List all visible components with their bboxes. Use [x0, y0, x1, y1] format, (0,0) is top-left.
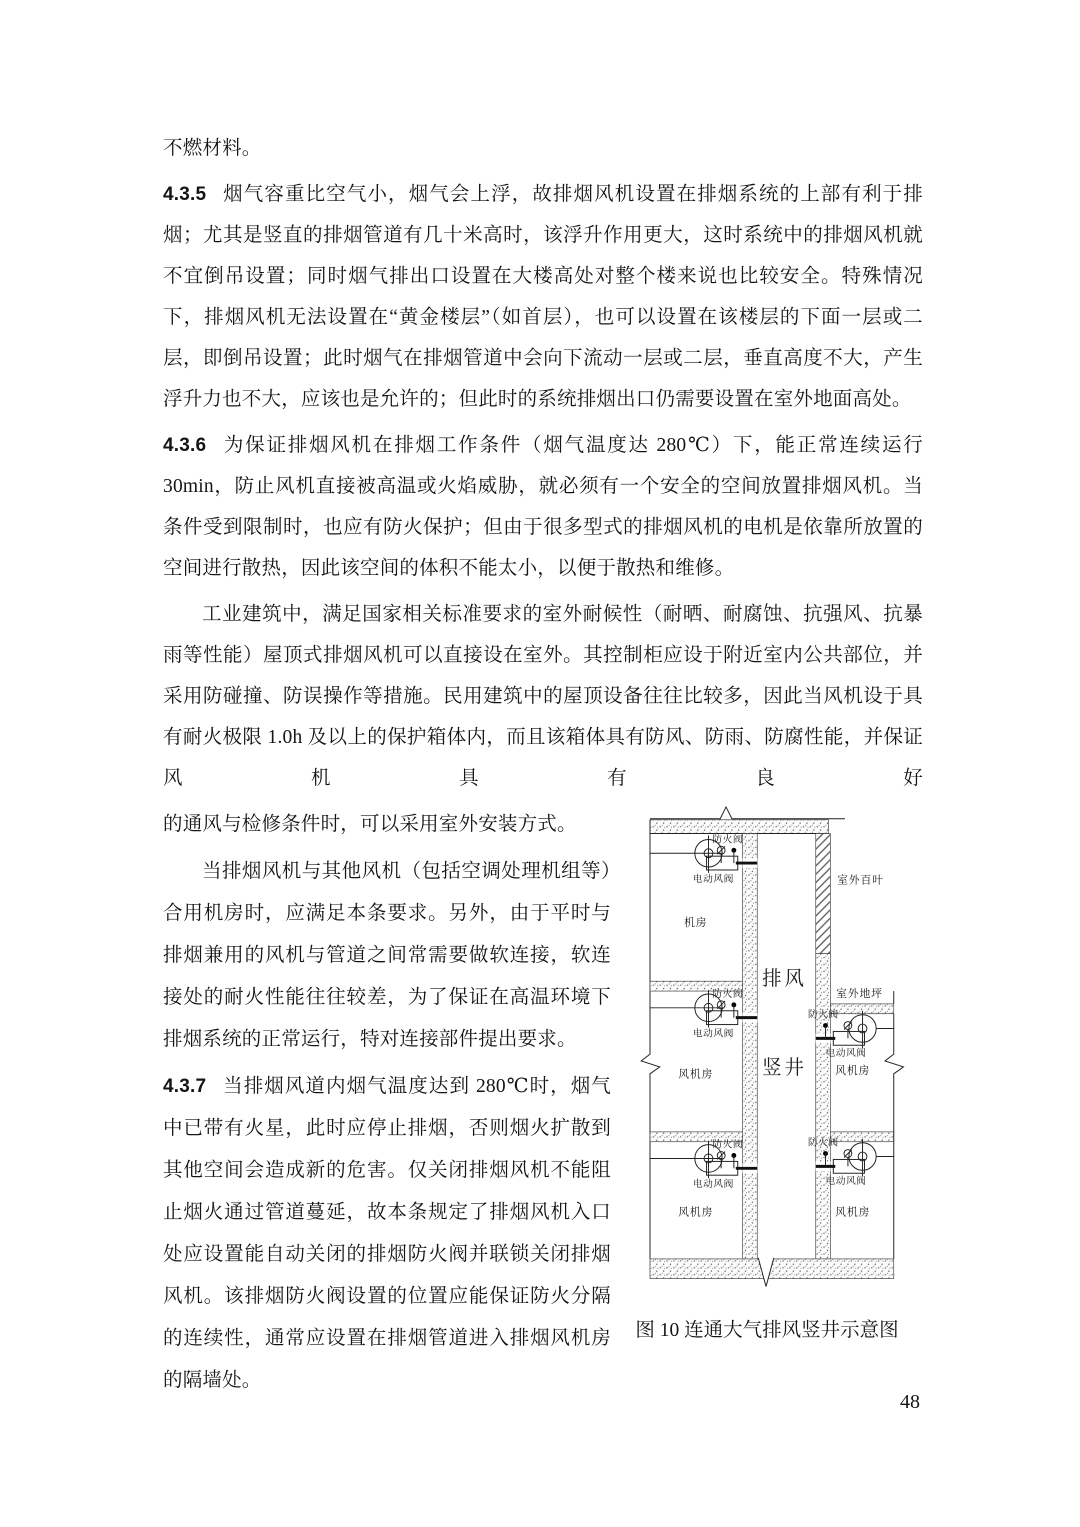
paragraph-4-3-6 — [163, 425, 923, 589]
clause-number-4-3-5: 4.3.5 — [163, 184, 207, 205]
shaft-label-line1: 排风 — [762, 969, 807, 991]
fan-room-label: 风机房 — [678, 1206, 714, 1219]
machine-room-label: 机房 — [684, 917, 708, 930]
paragraph-continuation-top: 不燃材料。 — [163, 138, 262, 159]
fan-symbol — [650, 832, 757, 884]
clause-text-4-3-5: 烟气容重比空气小，烟气会上浮，故排烟风机设置在排烟系统的上部有利于排烟；尤其是竖直的排烟管道有几十米高时，该浮升作用更大，这时系统中的排烟风机就不宜倒吊设置；同时烟气排出口设置在大楼高处对整个楼来说也比较安全。特殊情况下，排烟风机无法设置在“黄金楼层”（如首层），也可以设置在该楼层的下面一层或二层，即倒吊设置；此时烟气在排烟管道中会向下流动一层或二层，垂直高度不大，产生浮升力也不大，应该也是允许的；但此时的系统排烟出口仍需要设置在室外地面高处。 — [163, 184, 923, 410]
fire-damper-label: 防火阀 — [712, 1139, 744, 1151]
fan-room-label: 风机房 — [678, 1068, 714, 1081]
text-and-figure-row — [163, 804, 923, 1407]
electric-damper-label: 电动风阀 — [692, 1028, 734, 1040]
paragraph-shared-fan-room: 当排烟风机与其他风机（包括空调处理机组等）合用机房时，应满足本条要求。另外，由于平时与排烟兼用的风机与管道之间常需要做软连接，软连接处的耐火性能往往较差，为了保证在高温环境下排烟系统的正常运行，特对连接部件提出要求。 — [163, 861, 611, 1050]
electric-damper-label: 电动风阀 — [825, 1176, 867, 1188]
left-wall-cutline — [641, 820, 660, 1259]
electric-damper-label: 电动风阀 — [825, 1048, 867, 1060]
shaft-left-wall — [743, 834, 758, 1259]
fan-symbol — [650, 1138, 757, 1190]
top-slab — [650, 820, 828, 834]
figure-10 — [611, 804, 923, 1343]
page-number: 48 — [900, 1391, 920, 1413]
outdoor-ground-label: 室外地坪 — [836, 987, 883, 1000]
fire-damper-label: 防火阀 — [807, 1009, 839, 1021]
clause-number-4-3-6: 4.3.6 — [163, 435, 207, 456]
fan-room-label: 风机房 — [835, 1206, 871, 1219]
top-slab-break-line — [650, 807, 845, 819]
fire-damper-label: 防火阀 — [712, 988, 744, 1000]
page-body — [163, 128, 923, 1407]
clause-text-4-3-6: 为保证排烟风机在排烟工作条件（烟气温度达 280℃）下，能正常连续运行 30min，防止风机直接被高温或火焰威胁，就必须有一个安全的空间放置排烟风机。当条件受到限制时，也应有防火保护；但由于很多型式的排烟风机的电机是依靠所放置的空间进行散热，因此该空间的体积不能太小，以便于散热和维修。 — [163, 435, 923, 579]
fire-damper-label: 防火阀 — [807, 1137, 839, 1149]
figure-10-caption: 图 10 连通大气排风竖井示意图 — [635, 1320, 899, 1341]
clause-number-4-3-7: 4.3.7 — [163, 1076, 207, 1097]
shaft-label-line2: 竖井 — [762, 1057, 807, 1079]
shaft-right-wall — [816, 954, 831, 1259]
fan-symbol — [650, 987, 757, 1039]
fan-room-label: 风机房 — [835, 1064, 871, 1077]
outdoor-louver-label: 室外百叶 — [837, 874, 884, 887]
left-text-column — [163, 804, 611, 1407]
fire-damper-label: 防火阀 — [712, 834, 744, 846]
paragraph-4-3-7 — [163, 1066, 611, 1402]
paragraph-industrial-buildings-continued: 的通风与检修条件时，可以采用室外安装方式。 — [163, 814, 577, 835]
exhaust-shaft-diagram — [611, 804, 923, 1316]
electric-damper-label: 电动风阀 — [692, 873, 734, 885]
clause-text-4-3-7: 当排烟风道内烟气温度达到 280℃时，烟气中已带有火星，此时应停止排烟，否则烟火扩散到其他空间会造成新的危害。仅关闭排烟风机不能阻止烟火通过管道蔓延，故本条规定了排烟风机入口处应设置能自动关闭的排烟防火阀并联锁关闭排烟风机。该排烟防火阀设置的位置应能保证防火分隔的连续性，通常应设置在排烟管道进入排烟风机房的隔墙处。 — [163, 1076, 611, 1391]
paragraph-industrial-buildings: 工业建筑中，满足国家相关标准要求的室外耐候性（耐晒、耐腐蚀、抗强风、抗暴雨等性能）屋顶式排烟风机可以直接设在室外。其控制柜应设于附近室内公共部位，并采用防碰撞、防误操作等措施。民用建筑中的屋顶设备往往比较多，因此当风机设于具有耐火极限 1.0h 及以上的保护箱体内，而且该箱体具有防风、防雨、防腐性能，并保证风机具有良好 — [163, 604, 923, 789]
electric-damper-label: 电动风阀 — [692, 1178, 734, 1191]
outdoor-louver-wall — [816, 834, 831, 954]
paragraph-4-3-5 — [163, 174, 923, 420]
